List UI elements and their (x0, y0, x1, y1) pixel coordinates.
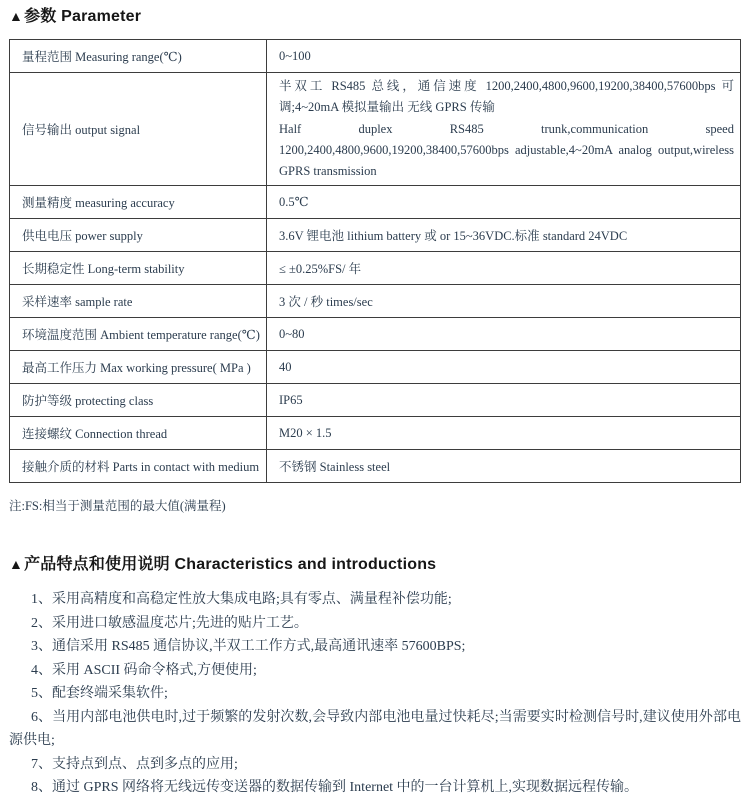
parameter-value-cell: ≤ ±0.25%FS/ 年 (267, 252, 741, 285)
feature-item: 3、通信采用 RS485 通信协议,半双工工作方式,最高通讯速率 57600BPS; (31, 639, 466, 654)
feature-item: 6、当用内部电池供电时,过于频繁的发射次数,会导致内部电池电量过快耗尽;当需要实时检测信号时,建议使用外部电源供电; (9, 709, 741, 748)
parameter-label-cell: 量程范围 Measuring range(℃) (10, 40, 267, 73)
section-title-parameter-text: 参数 Parameter (24, 8, 142, 25)
parameter-value-cell: 0.5℃ (267, 186, 741, 219)
parameter-label-cell: 连接螺纹 Connection thread (10, 417, 267, 450)
parameter-label-cell: 长期稳定性 Long-term stability (10, 252, 267, 285)
value-line-english: Half duplex RS485 trunk,communication speed 1200,2400,4800,9600,19200,38400,57600bps adjustable,4~20mA analog output,wireless GPRS transmission (279, 122, 734, 178)
feature-item: 4、采用 ASCII 码命令格式,方便使用; (31, 662, 257, 678)
table-row (10, 252, 741, 285)
parameter-label-cell: 信号输出 output signal (10, 73, 267, 186)
table-row (10, 417, 741, 450)
parameter-value-cell: 0~100 (267, 40, 741, 73)
feature-item: 1、采用高精度和高稳定性放大集成电路;具有零点、满量程补偿功能; (31, 592, 452, 607)
parameter-table (9, 39, 741, 483)
section-title-parameter (9, 3, 741, 26)
feature-item: 2、采用进口敏感温度芯片;先进的贴片工艺。 (31, 615, 308, 631)
parameter-value-cell: IP65 (267, 384, 741, 417)
parameter-label-cell: 最高工作压力 Max working pressure( MPa ) (10, 351, 267, 384)
parameter-label-cell: 测量精度 measuring accuracy (10, 186, 267, 219)
table-footnote: 注:FS:相当于测量范围的最大值(满量程) (9, 499, 226, 513)
table-row (10, 384, 741, 417)
parameter-table-body (10, 40, 741, 483)
section-title-characteristics-text: 产品特点和使用说明 Characteristics and introductions (24, 556, 437, 573)
value-line-chinese: 半双工 RS485 总线，通信速度 1200,2400,4800,9600,19200,38400,57600bps 可调;4~20mA 模拟量输出 无线 GPRS 传输 (279, 79, 734, 114)
table-row (10, 351, 741, 384)
triangle-marker-icon: ▲ (9, 8, 24, 24)
parameter-label-cell: 环境温度范围 Ambient temperature range(℃) (10, 318, 267, 351)
parameter-label-cell: 采样速率 sample rate (10, 285, 267, 318)
feature-item: 8、通过 GPRS 网络将无线远传变送器的数据传输到 Internet 中的一台计算机上,实现数据远程传输。 (31, 780, 639, 795)
table-row (10, 450, 741, 483)
table-row (10, 219, 741, 252)
table-row (10, 186, 741, 219)
table-row (10, 285, 741, 318)
section-title-characteristics (9, 551, 741, 574)
parameter-label-cell: 防护等级 protecting class (10, 384, 267, 417)
table-row (10, 318, 741, 351)
parameter-label-cell: 供电电压 power supply (10, 219, 267, 252)
feature-item: 5、配套终端采集软件; (31, 686, 168, 701)
parameter-value-cell: 不锈钢 Stainless steel (267, 450, 741, 483)
triangle-marker-icon: ▲ (9, 556, 24, 572)
feature-list (9, 588, 741, 800)
parameter-value-cell (267, 73, 741, 186)
parameter-value-cell: 40 (267, 351, 741, 384)
parameter-value-cell: M20 × 1.5 (267, 417, 741, 450)
parameter-value-cell: 3 次 / 秒 times/sec (267, 285, 741, 318)
feature-item: 7、支持点到点、点到多点的应用; (31, 756, 238, 772)
table-row (10, 40, 741, 73)
parameter-value-cell: 3.6V 锂电池 lithium battery 或 or 15~36VDC.标准 standard 24VDC (267, 219, 741, 252)
parameter-label-cell: 接触介质的材料 Parts in contact with medium (10, 450, 267, 483)
parameter-value-cell: 0~80 (267, 318, 741, 351)
table-row (10, 73, 741, 186)
